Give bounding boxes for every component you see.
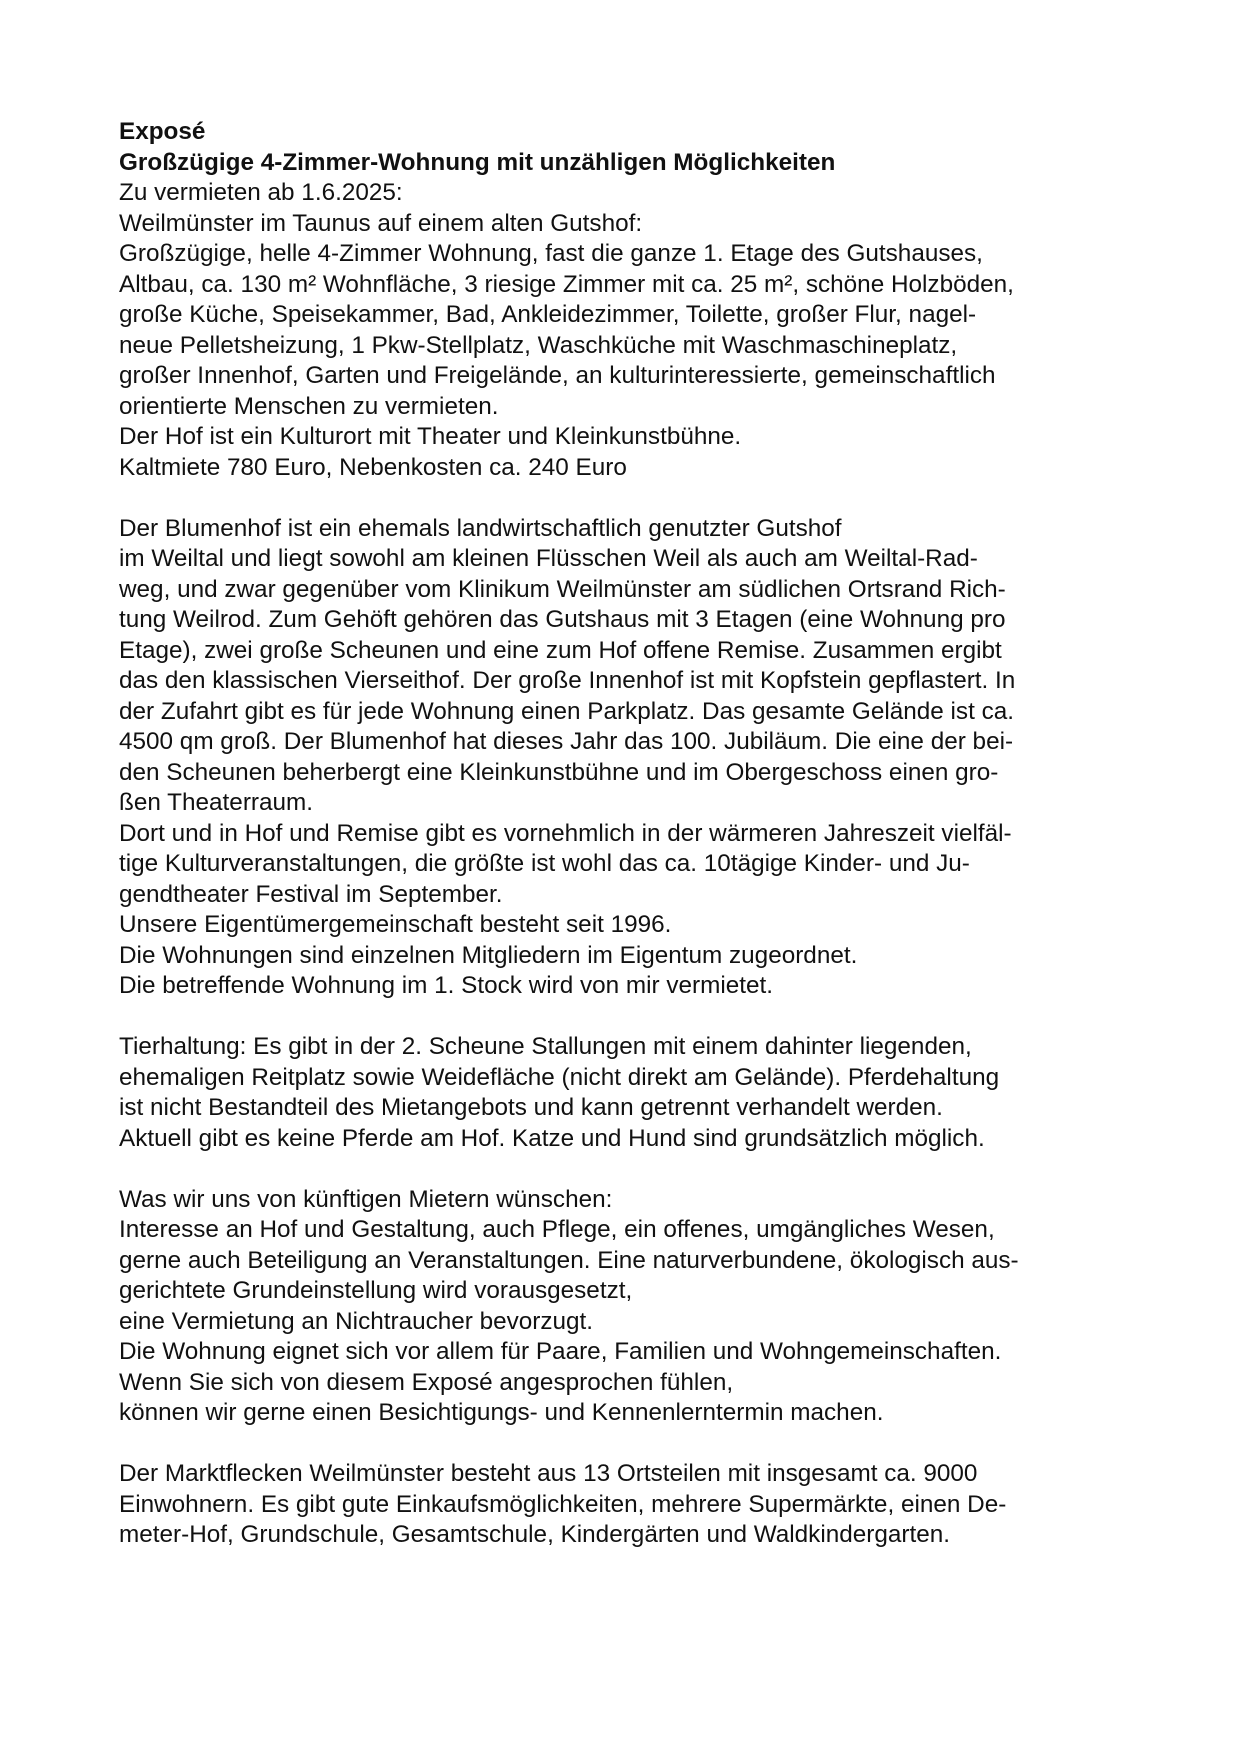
paragraph [119,1185,1139,1429]
text-line: Was wir uns von künftigen Mietern wünschen: [119,1185,613,1213]
paragraph [119,1032,1139,1154]
text-line: ehemaligen Reitplatz sowie Weidefläche (nicht direkt am Gelände). Pferdehaltung [119,1063,1000,1091]
text-line: Aktuell gibt es keine Pferde am Hof. Katze und Hund sind grundsätzlich möglich. [119,1124,985,1152]
text-line: Zu vermieten ab 1.6.2025: [119,179,403,206]
text-line: gerichtete Grundeinstellung wird vorausgesetzt, [119,1277,633,1304]
text-line: Wenn Sie sich von diesem Exposé angesprochen fühlen, [119,1368,734,1396]
text-line: Etage), zwei große Scheunen und eine zum Hof offene Remise. Zusammen ergibt [119,636,1002,664]
text-line: 4500 qm groß. Der Blumenhof hat dieses Jahr das 100. Jubiläum. Die eine der bei- [119,728,1014,755]
paragraph-gap [119,1154,1139,1185]
text-line: Die Wohnungen sind einzelnen Mitgliedern im Eigentum zugeordnet. [119,941,858,969]
text-line: Unsere Eigentümergemeinschaft besteht seit 1996. [119,911,672,938]
text-line: Die Wohnung eignet sich vor allem für Paare, Familien und Wohngemeinschaften. [119,1338,1002,1365]
text-line: Großzügige, helle 4-Zimmer Wohnung, fast die ganze 1. Etage des Gutshauses, [119,240,983,267]
text-line: den Scheunen beherbergt eine Kleinkunstbühne und im Obergeschoss einen gro- [119,758,999,786]
text-line: ßen Theaterraum. [119,789,314,816]
text-line: großer Innenhof, Garten und Freigelände, an kulturinteressierte, gemeinschaftlich [119,362,996,389]
text-line: Dort und in Hof und Remise gibt es vornehmlich in der wärmeren Jahreszeit vielfäl- [119,819,1012,847]
paragraph-gap [119,483,1139,514]
text-line: ist nicht Bestandteil des Mietangebots und kann getrennt verhandelt werden. [119,1094,943,1121]
paragraph [119,1459,1139,1551]
document-page [119,117,1139,1551]
paragraph [119,514,1139,1002]
text-line: Weilmünster im Taunus auf einem alten Gutshof: [119,209,643,237]
text-line: meter-Hof, Grundschule, Gesamtschule, Kindergärten und Waldkindergarten. [119,1521,951,1548]
text-line: tung Weilrod. Zum Gehöft gehören das Gutshaus mit 3 Etagen (eine Wohnung pro [119,606,1006,633]
text-line: Die betreffende Wohnung im 1. Stock wird von mir vermietet. [119,972,774,999]
text-line: orientierte Menschen zu vermieten. [119,392,499,420]
document-subtitle: Großzügige 4-Zimmer-Wohnung mit unzähligen Möglichkeiten [119,148,836,176]
document-title: Exposé [119,118,206,145]
text-line: tige Kulturveranstaltungen, die größte ist wohl das ca. 10tägige Kinder- und Ju- [119,850,970,877]
text-line: Tierhaltung: Es gibt in der 2. Scheune Stallungen mit einem dahinter liegenden, [119,1033,972,1060]
text-line: neue Pelletsheizung, 1 Pkw-Stellplatz, Waschküche mit Waschmaschineplatz, [119,331,958,359]
text-line: Der Blumenhof ist ein ehemals landwirtschaftlich genutzter Gutshof [119,514,842,542]
text-line: Kaltmiete 780 Euro, Nebenkosten ca. 240 Euro [119,453,627,481]
text-line: eine Vermietung an Nichtraucher bevorzugt. [119,1307,594,1335]
text-line: gendtheater Festival im September. [119,880,503,908]
text-line: der Zufahrt gibt es für jede Wohnung einen Parkplatz. Das gesamte Gelände ist ca. [119,697,1014,725]
text-line: das den klassischen Vierseithof. Der große Innenhof ist mit Kopfstein gepflastert. In [119,667,1016,694]
text-line: Der Marktflecken Weilmünster besteht aus 13 Ortsteilen mit insgesamt ca. 9000 [119,1460,978,1487]
text-line: gerne auch Beteiligung an Veranstaltungen. Eine naturverbundene, ökologisch aus- [119,1246,1019,1274]
text-line: Interesse an Hof und Gestaltung, auch Pflege, ein offenes, umgängliches Wesen, [119,1216,995,1243]
paragraph-gap [119,1002,1139,1033]
text-line: Der Hof ist ein Kulturort mit Theater und Kleinkunstbühne. [119,423,742,450]
paragraph-gap [119,1429,1139,1460]
text-line: im Weiltal und liegt sowohl am kleinen Flüsschen Weil als auch am Weiltal-Rad- [119,545,978,572]
text-line: weg, und zwar gegenüber vom Klinikum Weilmünster am südlichen Ortsrand Rich- [119,575,1006,603]
text-line: Altbau, ca. 130 m² Wohnfläche, 3 riesige Zimmer mit ca. 25 m², schöne Holzböden, [119,270,1014,298]
text-line: können wir gerne einen Besichtigungs- und Kennenlerntermin machen. [119,1399,884,1426]
text-line: Einwohnern. Es gibt gute Einkaufsmöglichkeiten, mehrere Supermärkte, einen De- [119,1490,1007,1518]
text-line: große Küche, Speisekammer, Bad, Ankleidezimmer, Toilette, großer Flur, nagel- [119,301,977,328]
paragraph [119,178,1139,483]
document-body [119,178,1139,1551]
